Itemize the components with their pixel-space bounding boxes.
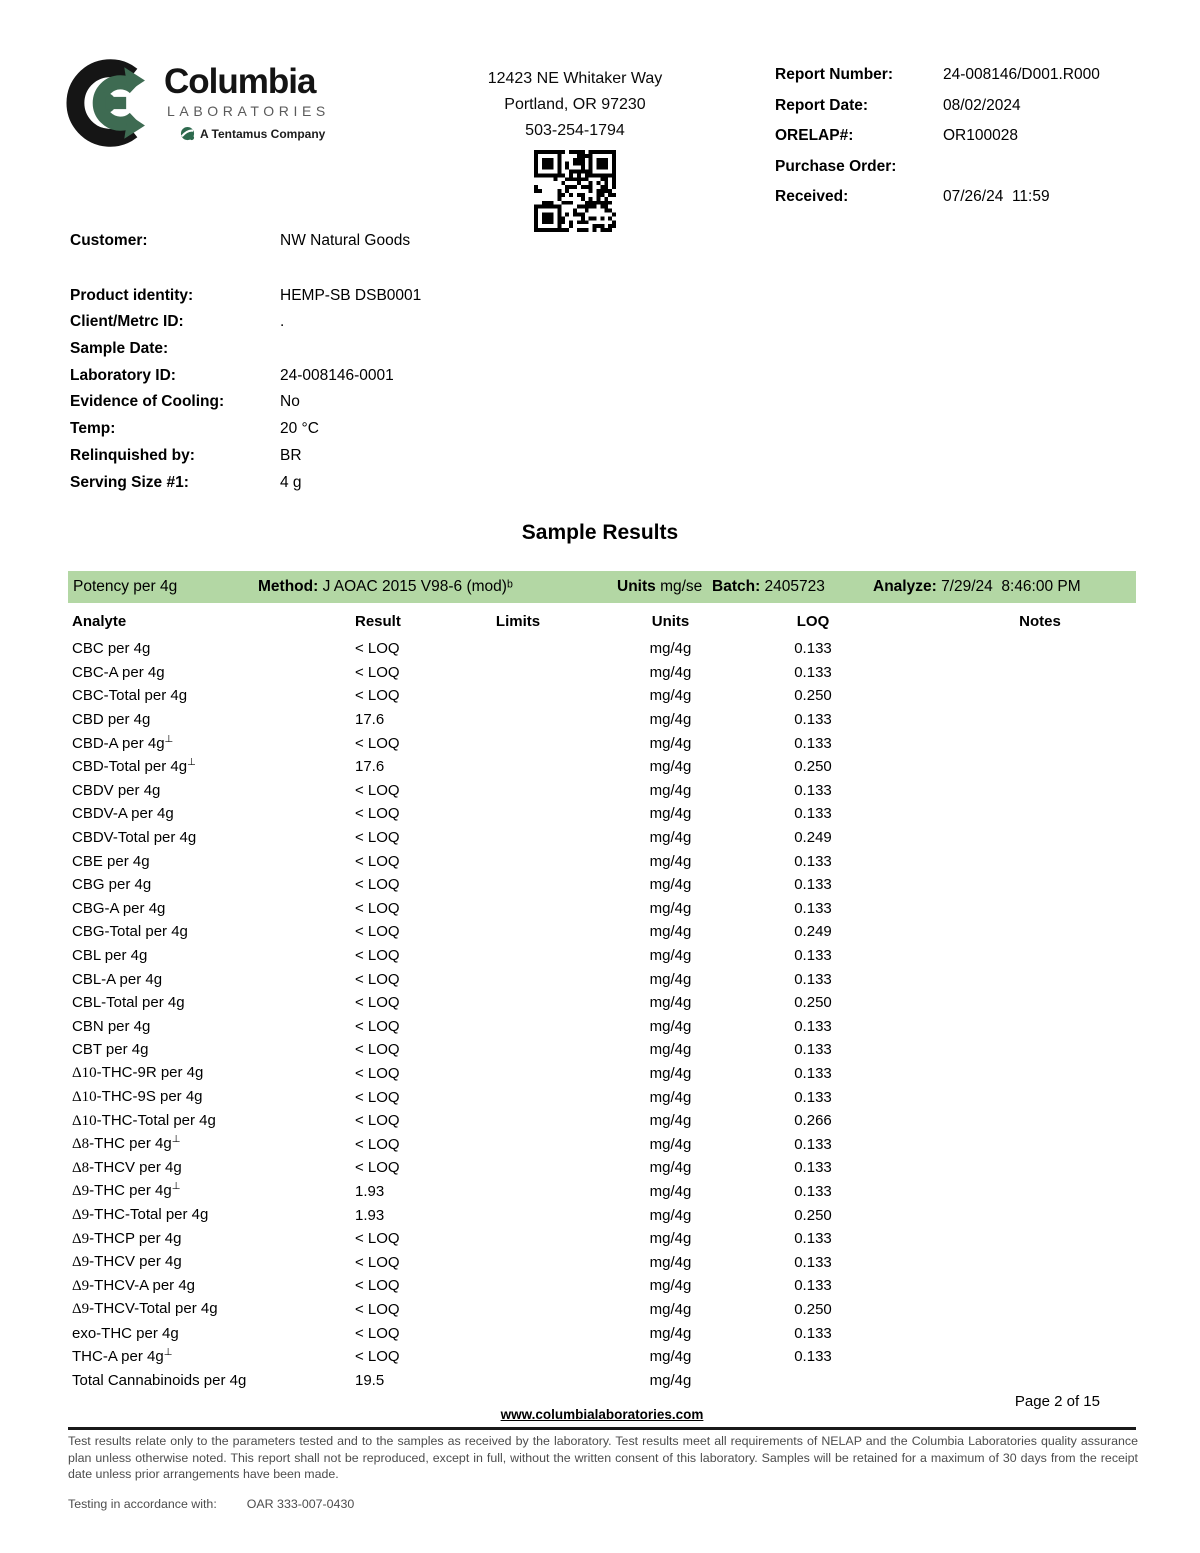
cell-loq: 0.133 <box>794 711 832 729</box>
cell-analyte: CBDV-Total per 4g <box>72 829 197 847</box>
cell-loq: 0.133 <box>794 734 832 752</box>
cell-units: mg/4g <box>649 711 692 729</box>
table-row <box>68 1109 1136 1133</box>
field-value: 07/26/24 11:59 <box>943 188 1050 205</box>
cell-result: < LOQ <box>355 923 400 941</box>
table-row <box>68 731 1136 755</box>
cell-loq: 0.250 <box>794 1300 832 1318</box>
field-label: Customer: <box>70 232 148 249</box>
sample-info-row <box>70 340 421 367</box>
table-row <box>68 991 1136 1015</box>
cell-units: mg/4g <box>649 923 692 941</box>
column-header-notes: Notes <box>1019 612 1061 630</box>
cell-analyte: CBDV-A per 4g <box>72 805 174 823</box>
cell-loq: 0.133 <box>794 1230 832 1248</box>
field-label: Received: <box>775 188 849 205</box>
accordance-label: Testing in accordance with: <box>68 1497 217 1511</box>
table-row <box>68 1227 1136 1251</box>
cell-units: mg/4g <box>649 734 692 752</box>
table-row <box>68 1015 1136 1039</box>
table-header-row <box>68 608 1136 634</box>
column-header-units: Units <box>651 612 690 630</box>
table-row <box>68 1062 1136 1086</box>
lab-address <box>440 66 710 232</box>
tentamus-leaf-icon <box>180 126 195 141</box>
cell-loq: 0.133 <box>794 663 832 681</box>
cell-units: mg/4g <box>649 1230 692 1248</box>
table-row <box>68 708 1136 732</box>
field-value: 24-008146/D001.R000 <box>943 66 1100 83</box>
cell-analyte: Δ10-THC-9R per 4g <box>72 1064 204 1082</box>
cell-result: 17.6 <box>355 758 385 776</box>
cell-result: < LOQ <box>355 829 400 847</box>
cell-analyte: CBC-Total per 4g <box>72 687 188 705</box>
address-line1: 12423 NE Whitaker Way <box>487 70 663 87</box>
cell-units: mg/4g <box>649 1064 692 1082</box>
cell-analyte: Δ9-THCV per 4g <box>72 1253 182 1271</box>
cell-analyte: Δ9-THC per 4g⊥ <box>72 1181 181 1200</box>
field-value: 20 °C <box>280 420 319 438</box>
field-value: OR100028 <box>943 127 1018 144</box>
address-line2: Portland, OR 97230 <box>504 96 646 113</box>
cell-result: 1.93 <box>355 1206 385 1224</box>
cell-result: < LOQ <box>355 781 400 799</box>
columbia-logo <box>66 56 330 150</box>
cell-units: mg/4g <box>649 1135 692 1153</box>
cell-units: mg/4g <box>649 1182 692 1200</box>
cell-units: mg/4g <box>649 829 692 847</box>
cell-loq: 0.133 <box>794 781 832 799</box>
cell-loq: 0.250 <box>794 994 832 1012</box>
cell-result: < LOQ <box>355 994 400 1012</box>
cell-analyte: THC-A per 4g⊥ <box>72 1347 173 1366</box>
cell-loq: 0.133 <box>794 1277 832 1295</box>
cell-analyte: CBDV per 4g <box>72 781 161 799</box>
panel-batch: Batch: 2405723 <box>712 578 825 595</box>
cell-result: < LOQ <box>355 734 400 752</box>
cell-analyte: Δ9-THC-Total per 4g <box>72 1206 209 1224</box>
cell-result: < LOQ <box>355 970 400 988</box>
field-value: 4 g <box>280 473 302 491</box>
table-row <box>68 826 1136 850</box>
field-value: No <box>280 393 300 411</box>
sample-info-row <box>70 313 421 340</box>
cell-result: < LOQ <box>355 1112 400 1130</box>
cell-analyte: Total Cannabinoids per 4g <box>72 1371 247 1389</box>
cell-units: mg/4g <box>649 781 692 799</box>
footer-accordance <box>68 1497 354 1511</box>
cell-units: mg/4g <box>649 1348 692 1366</box>
sample-info-row <box>70 367 421 394</box>
table-row <box>68 1345 1136 1369</box>
table-row <box>68 967 1136 991</box>
cell-loq: 0.133 <box>794 1253 832 1271</box>
sample-info-row <box>70 232 421 259</box>
cell-result: < LOQ <box>355 687 400 705</box>
cell-analyte: Δ10-THC-Total per 4g <box>72 1111 216 1129</box>
table-row <box>68 1203 1136 1227</box>
cell-units: mg/4g <box>649 947 692 965</box>
cell-units: mg/4g <box>649 1041 692 1059</box>
cell-loq: 0.133 <box>794 1348 832 1366</box>
cell-loq: 0.250 <box>794 1206 832 1224</box>
sample-info <box>70 232 421 500</box>
field-value: . <box>280 313 285 331</box>
panel-method: Method: J AOAC 2015 V98-6 (mod)ᵇ <box>258 578 513 595</box>
cell-loq: 0.133 <box>794 1324 832 1342</box>
cell-result: < LOQ <box>355 1159 400 1177</box>
results-table <box>68 571 1136 1392</box>
cell-analyte: CBG per 4g <box>72 876 152 894</box>
cell-units: mg/4g <box>649 1206 692 1224</box>
panel-analyze: Analyze: 7/29/24 8:46:00 PM <box>873 578 1081 595</box>
cell-analyte: CBG-A per 4g <box>72 899 166 917</box>
cell-result: < LOQ <box>355 1017 400 1035</box>
cell-units: mg/4g <box>649 1017 692 1035</box>
table-row <box>68 1368 1136 1392</box>
cell-result: < LOQ <box>355 899 400 917</box>
potency-panel-header <box>68 571 1136 603</box>
cell-analyte: Δ9-THCV-A per 4g <box>72 1276 196 1294</box>
cell-loq: 0.133 <box>794 1064 832 1082</box>
cell-result: < LOQ <box>355 947 400 965</box>
cell-loq: 0.133 <box>794 805 832 823</box>
report-info-row <box>775 158 1140 189</box>
report-info-row <box>775 97 1140 128</box>
cell-units: mg/4g <box>649 1088 692 1106</box>
field-value: 08/02/2024 <box>943 96 1021 114</box>
cell-units: mg/4g <box>649 876 692 894</box>
cell-result: < LOQ <box>355 1064 400 1082</box>
cell-result: < LOQ <box>355 805 400 823</box>
cell-loq: 0.133 <box>794 1041 832 1059</box>
cell-loq: 0.133 <box>794 1159 832 1177</box>
cell-units: mg/4g <box>649 1371 692 1389</box>
cell-units: mg/4g <box>649 1324 692 1342</box>
cell-result: < LOQ <box>355 1041 400 1059</box>
field-label: Temp: <box>70 420 116 438</box>
field-label: Evidence of Cooling: <box>70 393 225 411</box>
logo-tagline <box>180 126 330 141</box>
logo-wordmark: Columbia <box>164 62 316 101</box>
cell-analyte: Δ9-THCV-Total per 4g <box>72 1300 218 1318</box>
column-header-limits: Limits <box>495 612 541 630</box>
field-label: Relinquished by: <box>70 446 195 464</box>
table-row <box>68 1156 1136 1180</box>
cell-units: mg/4g <box>649 1159 692 1177</box>
cell-analyte: CBC per 4g <box>72 640 151 658</box>
cell-loq: 0.250 <box>794 758 832 776</box>
cell-result: < LOQ <box>355 640 400 658</box>
table-row <box>68 1298 1136 1322</box>
table-row <box>68 920 1136 944</box>
cell-loq: 0.133 <box>794 1182 832 1200</box>
cell-loq: 0.133 <box>794 947 832 965</box>
report-info <box>775 66 1140 219</box>
cell-result: < LOQ <box>355 852 400 870</box>
table-row <box>68 637 1136 661</box>
cell-loq: 0.133 <box>794 876 832 894</box>
cell-units: mg/4g <box>649 640 692 658</box>
cell-units: mg/4g <box>649 970 692 988</box>
cell-analyte: CBC-A per 4g <box>72 663 165 681</box>
cell-analyte: CBD-A per 4g⊥ <box>72 733 174 752</box>
table-row <box>68 1180 1136 1204</box>
accordance-value: OAR 333-007-0430 <box>246 1497 355 1511</box>
cell-analyte: exo-THC per 4g <box>72 1324 179 1342</box>
panel-title: Potency per 4g <box>73 578 178 595</box>
cell-analyte: Δ8-THC per 4g⊥ <box>72 1134 181 1153</box>
cell-analyte: CBT per 4g <box>72 1041 149 1059</box>
cell-analyte: Δ9-THCP per 4g <box>72 1229 182 1247</box>
cell-result: < LOQ <box>355 1348 400 1366</box>
qr-code <box>534 150 616 232</box>
cell-units: mg/4g <box>649 852 692 870</box>
table-row <box>68 1085 1136 1109</box>
field-label: ORELAP#: <box>775 127 854 144</box>
cell-loq: 0.133 <box>794 970 832 988</box>
cell-loq: 0.133 <box>794 1088 832 1106</box>
address-phone: 503-254-1794 <box>525 122 625 139</box>
table-row <box>68 944 1136 968</box>
logo-text <box>164 56 330 150</box>
table-row <box>68 802 1136 826</box>
cell-loq: 0.249 <box>794 923 832 941</box>
field-label: Report Number: <box>775 66 893 83</box>
cell-units: mg/4g <box>649 1277 692 1295</box>
field-label: Serving Size #1: <box>70 473 189 491</box>
field-value: BR <box>280 446 302 464</box>
cell-result: < LOQ <box>355 1300 400 1318</box>
cell-analyte: CBL per 4g <box>72 947 148 965</box>
column-header-loq: LOQ <box>796 612 830 630</box>
cell-loq: 0.133 <box>794 1017 832 1035</box>
section-title: Sample Results <box>521 521 679 544</box>
cell-result: < LOQ <box>355 1253 400 1271</box>
field-label: Client/Metrc ID: <box>70 313 184 331</box>
cell-units: mg/4g <box>649 994 692 1012</box>
cell-loq: 0.249 <box>794 829 832 847</box>
report-info-row <box>775 127 1140 158</box>
cell-result: < LOQ <box>355 1324 400 1342</box>
sample-info-row <box>70 287 421 314</box>
field-value: 24-008146-0001 <box>280 366 394 384</box>
cell-result: < LOQ <box>355 1230 400 1248</box>
table-row <box>68 897 1136 921</box>
cell-analyte: CBE per 4g <box>72 852 150 870</box>
table-row <box>68 755 1136 779</box>
sample-info-row <box>70 447 421 474</box>
cell-units: mg/4g <box>649 805 692 823</box>
cell-result: < LOQ <box>355 1088 400 1106</box>
results-rows <box>68 637 1136 1392</box>
table-row <box>68 873 1136 897</box>
cell-units: mg/4g <box>649 1300 692 1318</box>
tagline-text: A Tentamus Company <box>200 126 326 141</box>
cell-units: mg/4g <box>649 899 692 917</box>
table-row <box>68 1274 1136 1298</box>
cell-units: mg/4g <box>649 663 692 681</box>
cell-units: mg/4g <box>649 1253 692 1271</box>
panel-units: Units mg/se <box>617 578 703 595</box>
cell-analyte: CBD per 4g <box>72 711 151 729</box>
cell-analyte: CBL-Total per 4g <box>72 994 185 1012</box>
table-row <box>68 1250 1136 1274</box>
footer-disclaimer: Test results relate only to the parameters tested and to the samples as received by the laboratory. Test results meet all requirements of NELAP and the Columbia Laboratories quality assurance plan unless otherwise noted. This report shall not be reproduced, except in full, without the written consent of this laboratory. Samples will be retained for a maximum of 30 days from the receipt date unless prior arrangements have been made. <box>68 1434 1138 1482</box>
cell-analyte: CBN per 4g <box>72 1017 151 1035</box>
footer-divider <box>68 1427 1136 1430</box>
field-label: Purchase Order: <box>775 157 897 175</box>
field-value: NW Natural Goods <box>280 232 411 249</box>
cell-analyte: CBL-A per 4g <box>72 970 163 988</box>
sample-info-row <box>70 474 421 501</box>
website-link[interactable]: www.columbialaboratories.com <box>500 1407 704 1422</box>
cell-analyte: Δ10-THC-9S per 4g <box>72 1088 203 1106</box>
cell-result: < LOQ <box>355 1135 400 1153</box>
sample-info-row <box>70 420 421 447</box>
logo-subtitle: LABORATORIES <box>167 103 330 119</box>
page-number: Page 2 of 15 <box>1014 1393 1100 1410</box>
cell-loq: 0.133 <box>794 640 832 658</box>
table-row <box>68 661 1136 685</box>
cell-loq: 0.266 <box>794 1112 832 1130</box>
cell-units: mg/4g <box>649 1112 692 1130</box>
cell-result: 17.6 <box>355 711 385 729</box>
cell-loq: 0.133 <box>794 899 832 917</box>
cell-loq: 0.133 <box>794 852 832 870</box>
cell-result: < LOQ <box>355 663 400 681</box>
field-label: Product identity: <box>70 286 194 304</box>
column-header-analyte: Analyte <box>72 612 127 630</box>
field-value: HEMP-SB DSB0001 <box>280 286 422 304</box>
table-row <box>68 684 1136 708</box>
cell-analyte: Δ8-THCV per 4g <box>72 1158 182 1176</box>
report-info-row <box>775 66 1140 97</box>
table-row <box>68 779 1136 803</box>
cell-result: < LOQ <box>355 876 400 894</box>
field-label: Laboratory ID: <box>70 366 176 384</box>
field-label: Sample Date: <box>70 340 169 358</box>
cell-result: 1.93 <box>355 1182 385 1200</box>
columbia-logo-icon <box>66 56 160 150</box>
cell-analyte: CBG-Total per 4g <box>72 923 188 941</box>
table-row <box>68 1321 1136 1345</box>
cell-loq: 0.133 <box>794 1135 832 1153</box>
cell-units: mg/4g <box>649 687 692 705</box>
field-label: Report Date: <box>775 96 869 114</box>
report-info-row <box>775 188 1140 219</box>
cell-units: mg/4g <box>649 758 692 776</box>
cell-analyte: CBD-Total per 4g⊥ <box>72 757 196 776</box>
cell-loq: 0.250 <box>794 687 832 705</box>
table-row <box>68 1132 1136 1156</box>
cell-result: 19.5 <box>355 1371 385 1389</box>
table-row <box>68 849 1136 873</box>
table-row <box>68 1038 1136 1062</box>
column-header-result: Result <box>355 612 401 630</box>
sample-info-row <box>70 393 421 420</box>
cell-result: < LOQ <box>355 1277 400 1295</box>
